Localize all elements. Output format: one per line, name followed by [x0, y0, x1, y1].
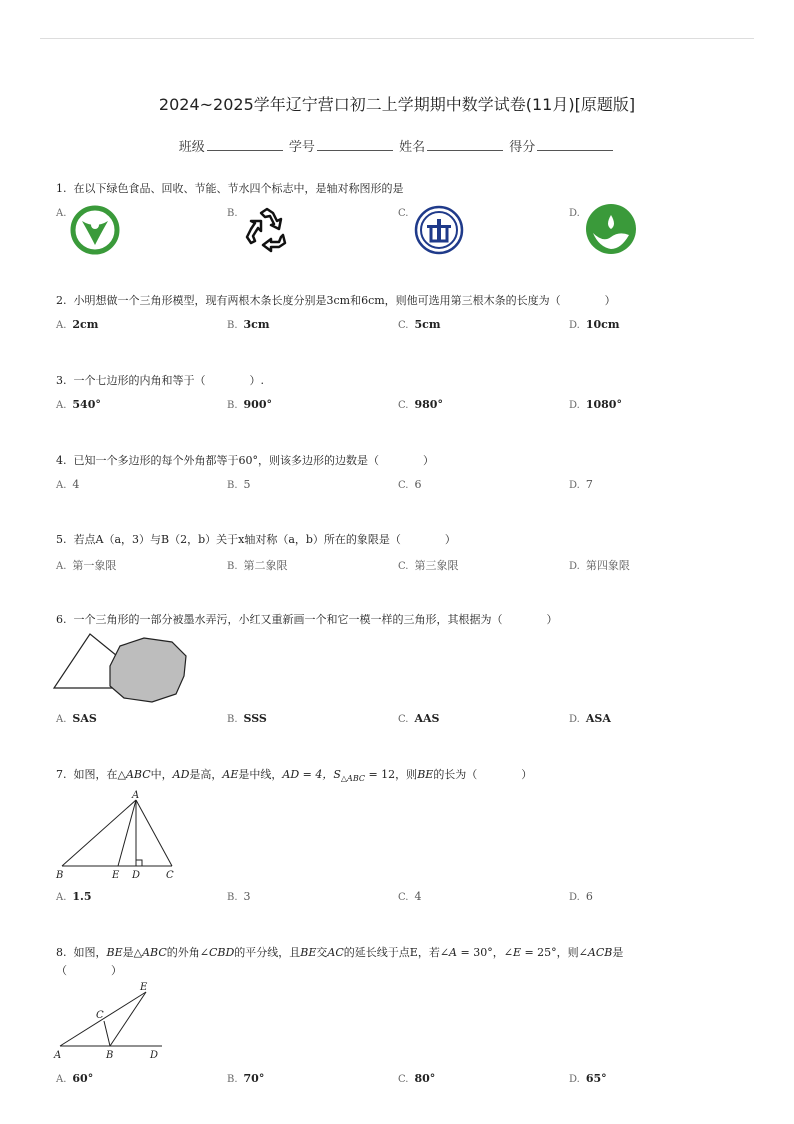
question-4-options — [56, 478, 756, 494]
question-6: 6. 一个三角形的一部分被墨水弄污，小红又重新画一个和它一模一样的三角形，其根据为（ ） — [56, 613, 558, 626]
green-food-logo-icon — [70, 205, 120, 255]
option-d[interactable]: D. 10cm — [569, 318, 620, 331]
name-blank[interactable] — [427, 138, 503, 151]
option-b[interactable]: B. — [227, 208, 238, 219]
question-text: 在以下绿色食品、回收、节能、节水四个标志中，是轴对称图形的是 — [73, 182, 404, 195]
question-2-options — [56, 318, 756, 334]
score-blank[interactable] — [537, 138, 613, 151]
ink-stained-triangle-figure — [52, 632, 192, 704]
vertex-c-label: C — [96, 1010, 104, 1021]
question-7-options — [56, 890, 756, 906]
option-b[interactable]: B. 70° — [227, 1072, 265, 1085]
option-b[interactable]: B. 5 — [227, 478, 251, 491]
option-b[interactable]: B. 3 — [227, 890, 251, 903]
number-blank[interactable] — [317, 138, 393, 151]
option-d[interactable]: D. 1080° — [569, 398, 622, 411]
option-c[interactable]: C. 第三象限 — [398, 559, 459, 572]
question-3: 3. 一个七边形的内角和等于（ ）. — [56, 374, 264, 387]
option-a[interactable]: A. 第一象限 — [56, 559, 117, 572]
option-c[interactable]: C. 6 — [398, 478, 422, 491]
question-8-options — [56, 1072, 756, 1088]
question-text: 小明想做一个三角形模型，现有两根木条长度分别是3cm和6cm，则他可选用第三根木条的长度为（ ） — [73, 294, 616, 307]
triangle-abc-figure — [52, 790, 182, 882]
option-b[interactable]: B. 3cm — [227, 318, 270, 331]
question-6-options — [56, 712, 756, 728]
point-e-label: E — [140, 982, 148, 993]
option-b[interactable]: B. 第二象限 — [227, 559, 288, 572]
question-number: 1. — [56, 182, 67, 195]
option-a[interactable]: A. 2cm — [56, 318, 99, 331]
question-text: 一个七边形的内角和等于（ ）. — [73, 374, 264, 387]
energy-saving-logo-icon — [414, 205, 464, 255]
question-1 — [56, 180, 404, 196]
point-d-label: D — [150, 1050, 159, 1061]
option-a[interactable]: A. 4 — [56, 478, 80, 491]
question-2: 2. 小明想做一个三角形模型，现有两根木条长度分别是3cm和6cm，则他可选用第三根木条的长度为（ ） — [56, 294, 616, 307]
point-d-label: D — [132, 870, 141, 881]
question-text: 已知一个多边形的每个外角都等于60°，则该多边形的边数是（ ） — [73, 454, 434, 467]
question-3-options — [56, 398, 756, 414]
question-5-options — [56, 557, 756, 573]
vertex-b-label: B — [56, 870, 64, 881]
question-8: 8. 如图，BE是△ABC的外角∠CBD的平分线，且BE交AC的延长线于点E，若∠A = 30°，∠E = 25°，则∠ACB是 — [56, 946, 624, 959]
vertex-c-label: C — [166, 870, 174, 881]
option-a[interactable]: A. SAS — [56, 712, 97, 725]
vertex-a-label: A — [132, 790, 140, 801]
vertex-a-label: A — [54, 1050, 62, 1061]
top-rule — [40, 38, 754, 39]
option-d[interactable]: D. — [569, 208, 580, 219]
water-saving-logo-icon — [585, 203, 637, 255]
question-7: 7. 如图，在△ABC中，AD是高，AE是中线，AD = 4，$S_{\triangle ABC} = 12$，则BE的长为（ ） — [56, 768, 533, 784]
vertex-b-label: B — [106, 1050, 114, 1061]
name-label: 姓名 — [399, 140, 426, 155]
question-1-options — [56, 206, 756, 222]
student-info-line — [0, 136, 794, 155]
option-a[interactable]: A. 60° — [56, 1072, 94, 1085]
triangle-exterior-angle-figure — [52, 982, 172, 1062]
option-d[interactable]: D. ASA — [569, 712, 611, 725]
option-c[interactable]: C. 80° — [398, 1072, 436, 1085]
option-b[interactable]: B. 900° — [227, 398, 272, 411]
option-d[interactable]: D. 65° — [569, 1072, 607, 1085]
class-label: 班级 — [178, 140, 205, 155]
option-a[interactable]: A. 540° — [56, 398, 101, 411]
option-c[interactable]: C. — [398, 208, 409, 219]
option-c[interactable]: C. AAS — [398, 712, 440, 725]
option-c[interactable]: C. 980° — [398, 398, 443, 411]
page-title: 2024~2025学年辽宁营口初二上学期期中数学试卷(11月)[原题版] — [158, 95, 636, 114]
option-c[interactable]: C. 4 — [398, 890, 422, 903]
option-c[interactable]: C. 5cm — [398, 318, 441, 331]
score-label: 得分 — [509, 140, 536, 155]
option-a[interactable]: A. — [56, 208, 67, 219]
option-d[interactable]: D. 6 — [569, 890, 593, 903]
option-d[interactable]: D. 第四象限 — [569, 559, 630, 572]
question-4: 4. 已知一个多边形的每个外角都等于60°，则该多边形的边数是（ ） — [56, 454, 434, 467]
point-e-label: E — [112, 870, 120, 881]
option-a[interactable]: A. 1.5 — [56, 890, 92, 903]
question-text: 一个三角形的一部分被墨水弄污，小红又重新画一个和它一模一样的三角形，其根据为（ ） — [73, 613, 558, 626]
recycle-logo-icon — [243, 205, 291, 253]
question-5: 5. 若点A（a，3）与B（2，b）关于x轴对称（a，b）所在的象限是（ ） — [56, 533, 456, 546]
number-label: 学号 — [288, 140, 315, 155]
option-d[interactable]: D. 7 — [569, 478, 593, 491]
question-text: 若点A（a，3）与B（2，b）关于x轴对称（a，b）所在的象限是（ ） — [73, 533, 456, 546]
class-blank[interactable] — [207, 138, 283, 151]
option-b[interactable]: B. SSS — [227, 712, 267, 725]
question-8-answer-bracket: （ ） — [56, 964, 122, 977]
